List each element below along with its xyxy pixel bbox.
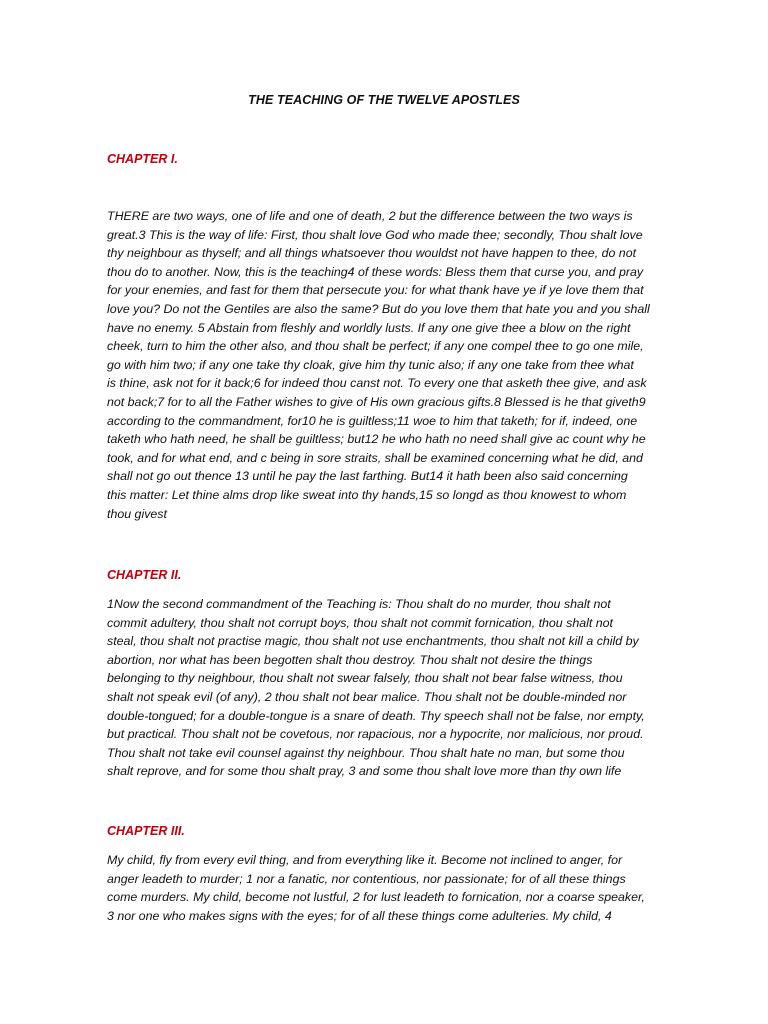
- text-line: 1Now the second commandment of the Teaching is: Thou shalt do no murder, thou shalt not: [107, 597, 611, 611]
- text-line: love you? Do not the Gentiles are also the same? But do you love them that hate you and you shall: [107, 301, 650, 316]
- text-line: Thou shalt not take evil counsel against thy neighbour. Thou shalt hate no man, but some thou: [107, 745, 625, 760]
- text-line: cheek, turn to him the other also, and thou shalt be perfect; if any one compel thee to go one mile,: [107, 339, 644, 354]
- text-line: go with him two; if any one take thy cloak, give him thy tunic also; if any one take from thee what: [107, 357, 634, 372]
- text-line: for your enemies, and fast for them that persecute you: for what thank have ye if ye love them that: [107, 283, 644, 298]
- text-line: shalt not speak evil (of any), 2 thou shalt not bear malice. Thou shalt not be double-minded nor: [107, 689, 627, 704]
- text-line: great.3 This is the way of life: First, thou shalt love God who made thee; secondly, Thou shalt love: [107, 227, 643, 242]
- text-line: according to the commandment, for10 he is guiltless;11 woe to him that taketh; for if, indeed, one: [107, 413, 638, 428]
- text-line: abortion, nor what has been begotten shalt thou destroy. Thou shalt not desire the things: [107, 652, 593, 667]
- text-line: took, and for what end, and c being in sore straits, shall be examined concerning what he did, and: [107, 450, 643, 465]
- text-line: is thine, ask not for it back;6 for indeed thou canst not. To every one that asketh thee give, and ask: [107, 376, 647, 391]
- text-line: this matter: Let thine alms drop like sweat into thy hands,15 so longd as thou knowest to whom: [107, 487, 627, 502]
- text-line: THERE are two ways, one of life and one of death, 2 but the difference between the two ways is: [107, 209, 633, 223]
- chapter-3-heading: CHAPTER III.: [107, 824, 185, 838]
- text-line: have no enemy. 5 Abstain from fleshly and worldly lusts. If any one give thee a blow on the right: [107, 320, 631, 335]
- text-line: 3 nor one who makes signs with the eyes; for of all these things come adulteries. My child, 4: [107, 908, 612, 923]
- text-line: double-tongued; for a double-tongue is a snare of death. Thy speech shall not be false, nor empty,: [107, 708, 645, 723]
- text-line: steal, thou shalt not practise magic, thou shalt not use enchantments, thou shalt not kill a child by: [107, 634, 639, 649]
- text-line: shalt reprove, and for some thou shalt pray, 3 and some thou shalt love more than thy own life: [107, 764, 622, 779]
- text-line: not back;7 for to all the Father wishes to give of His own gracious gifts.8 Blessed is he that giveth9: [107, 394, 646, 409]
- chapter-3-text: [107, 851, 662, 925]
- document-title: THE TEACHING OF THE TWELVE APOSTLES: [248, 93, 520, 107]
- text-line: taketh who hath need, he shall be guiltless; but12 he who hath no need shall give ac count why he: [107, 432, 646, 447]
- chapter-2-text: [107, 595, 662, 781]
- text-line: anger leadeth to murder; 1 nor a fanatic, nor contentious, nor passionate; for of all these things: [107, 871, 626, 886]
- text-line: come murders. My child, become not lustful, 2 for lust leadeth to fornication, nor a coarse speaker,: [107, 890, 645, 905]
- text-line: belonging to thy neighbour, thou shalt not swear falsely, thou shalt not bear false witness, thou: [107, 671, 623, 686]
- text-line: shall not go out thence 13 until he pay the last farthing. But14 it hath been also said concerning: [107, 469, 628, 484]
- text-line: commit adultery, thou shalt not corrupt boys, thou shalt not commit fornication, thou shalt not: [107, 615, 613, 630]
- text-line: thy neighbour as thyself; and all things whatsoever thou wouldst not have happen to thee, do not: [107, 246, 637, 261]
- chapter-1-heading: CHAPTER I.: [107, 152, 178, 166]
- chapter-2-heading: CHAPTER II.: [107, 568, 182, 582]
- chapter-1-text: [107, 207, 662, 523]
- text-line: thou givest: [107, 506, 167, 521]
- text-line: but practical. Thou shalt not be covetous, nor rapacious, nor a hypocrite, nor malicious, nor proud.: [107, 727, 644, 742]
- text-line: My child, fly from every evil thing, and from everything like it. Become not inclined to anger, for: [107, 853, 623, 867]
- text-line: thou do to another. Now, this is the teaching4 of these words: Bless them that curse you, and pray: [107, 264, 644, 279]
